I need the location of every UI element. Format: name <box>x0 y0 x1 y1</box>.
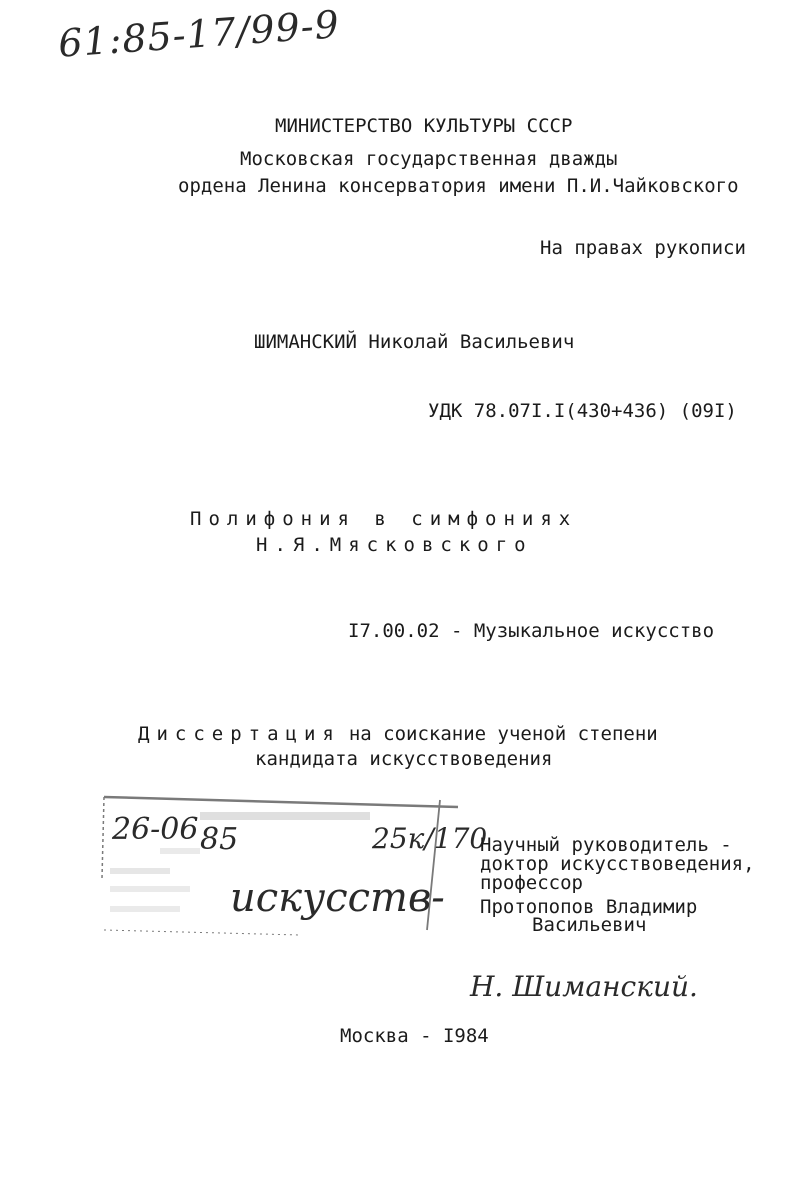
dissertation-degree: на соискание ученой степени <box>348 723 658 745</box>
title-line-2: Н.Я.Мясковского <box>256 534 533 556</box>
archive-code: 61:85-17/99-9 <box>56 2 342 66</box>
supervisor-rank: профессор <box>480 872 583 894</box>
title-line-1: Полифония в симфониях <box>190 508 578 530</box>
institution-line-2: ордена Ленина консерватория имени П.И.Чайковского <box>178 175 739 197</box>
author-name: ШИМАНСКИЙ Николай Васильевич <box>254 331 575 353</box>
manuscript-note: На правах рукописи <box>540 237 746 259</box>
specialty: I7.00.02 - Музыкальное искусство <box>348 620 715 642</box>
stamp-year: 85 <box>200 822 239 857</box>
stamp-date: 26-06 <box>112 812 199 847</box>
supervisor-title: Научный руководитель - <box>480 834 732 856</box>
dissertation-line-2: кандидата искусствоведения <box>255 748 553 770</box>
supervisor-patronymic: Васильевич <box>532 914 647 936</box>
institution-line-1: Московская государственная дважды <box>240 148 618 170</box>
ministry-heading: МИНИСТЕРСТВО КУЛЬТУРЫ СССР <box>275 115 573 137</box>
city-year: Москва - I984 <box>340 1025 489 1047</box>
stamp-code: 25к/170 <box>372 822 488 855</box>
supervisor-name: Протопопов Владимир <box>480 896 698 918</box>
supervisor-degree: доктор искусствоведения, <box>480 853 755 875</box>
author-signature: Н. Шиманский. <box>470 970 698 1003</box>
udc-code: УДК 78.07I.I(430+436) (09I) <box>428 400 737 422</box>
stamp-field: искусств- <box>230 875 445 921</box>
dissertation-lead: Диссертация <box>138 723 341 745</box>
